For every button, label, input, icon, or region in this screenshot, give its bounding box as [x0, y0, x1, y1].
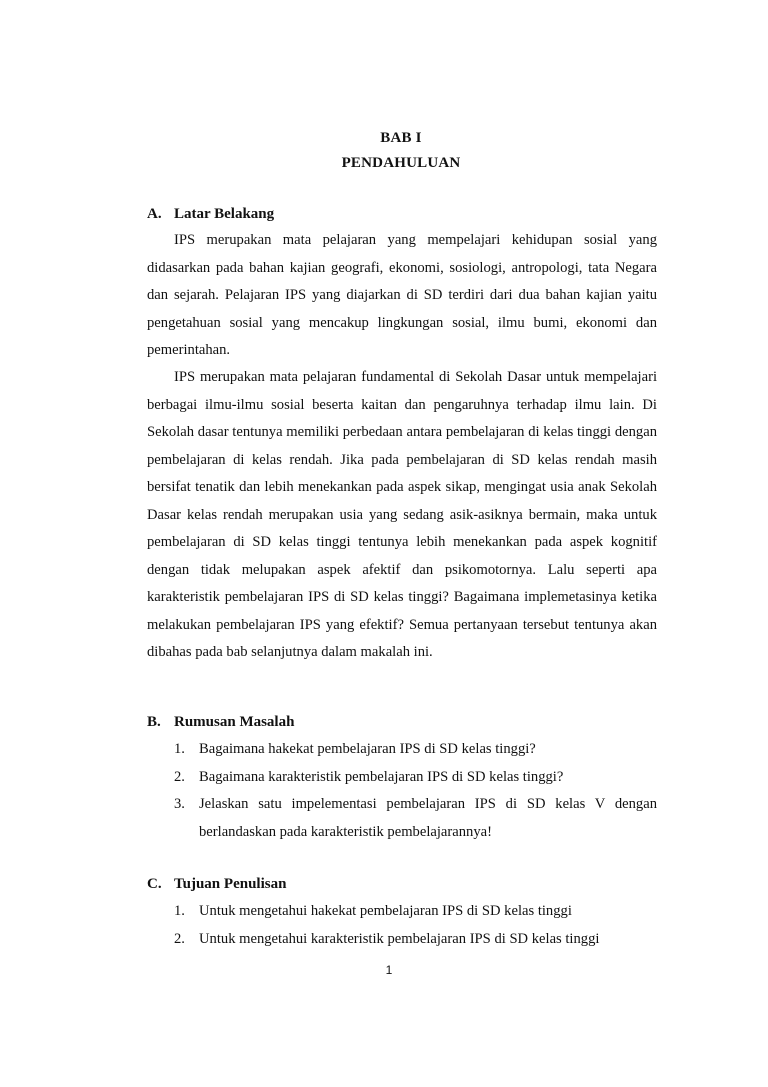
list-item-text: Bagaimana karakteristik pembelajaran IPS di SD kelas tinggi?: [199, 768, 564, 785]
list-item: [174, 736, 657, 764]
page-number: 1: [385, 963, 393, 977]
objective-list: [174, 898, 657, 953]
problem-list: [174, 736, 657, 846]
section-a-letter: A.: [147, 206, 162, 222]
list-item-number: 2.: [174, 768, 185, 785]
list-item-text: Untuk mengetahui hakekat pembelajaran IPS di SD kelas tinggi: [199, 903, 572, 919]
list-item: [174, 898, 657, 926]
list-item: [174, 791, 657, 846]
list-item-number: 1.: [174, 741, 185, 757]
list-item-number: 3.: [174, 796, 185, 812]
section-c-heading: [147, 876, 286, 893]
section-c-title: Tujuan Penulisan: [174, 876, 287, 892]
list-item-text: Bagaimana hakekat pembelajaran IPS di SD kelas tinggi?: [199, 741, 536, 757]
chapter-number: BAB I: [380, 130, 422, 146]
list-item-text: Untuk mengetahui karakteristik pembelajaran IPS di SD kelas tinggi: [199, 930, 600, 947]
section-b-letter: B.: [147, 714, 161, 730]
list-item-text: Jelaskan satu impelementasi pembelajaran IPS di SD kelas V dengan berlandaskan pada karakteristik pembelajarannya!: [199, 796, 657, 840]
section-b-title: Rumusan Masalah: [174, 714, 295, 730]
section-a-heading: [147, 206, 274, 223]
list-item: [174, 764, 657, 792]
section-b-heading: [147, 714, 294, 731]
section-c-letter: C.: [147, 876, 162, 892]
section-a-paragraph-1: IPS merupakan mata pelajaran yang mempelajari kehidupan sosial yang didasarkan pada bahan kajian geografi, ekonomi, sosiologi, antropologi, tata Negara dan sejarah. Pelajaran IPS yang diajarkan di SD terdiri dari dua bahan kajian yaitu pengetahuan sosial yang mencakup lingkungan sosial, ilmu bumi, ekonomi dan pemerintahan.: [147, 232, 657, 358]
section-a-title: Latar Belakang: [174, 206, 275, 222]
list-item-number: 1.: [174, 903, 185, 919]
chapter-title: PENDAHULUAN: [341, 155, 461, 171]
list-item-number: 2.: [174, 930, 185, 947]
section-a-paragraph-2: IPS merupakan mata pelajaran fundamental di Sekolah Dasar untuk mempelajari berbagai ilmu-ilmu sosial beserta kaitan dan pengaruhnya terhadap ilmu lain. Di Sekolah dasar tentunya memiliki perbedaan antara pembelajaran di kelas tinggi dengan pembelajaran di kelas rendah. Jika pada pembelajaran di SD kelas rendah masih bersifat tenatik dan lebih menekankan pada aspek sikap, mengingat usia anak Sekolah Dasar kelas rendah merupakan usia yang sedang asik-asiknya bermain, maka untuk pembelajaran di SD kelas tinggi tentunya lebih menekankan pada aspek kognitif dengan tidak melupakan aspek afektif dan psikomotornya. Lalu seperti apa karakteristik pembelajaran IPS di SD kelas tinggi? Bagaimana implemetasinya ketika melakukan pembelajaran IPS yang efektif? Semua pertanyaan tersebut tentunya akan dibahas pada bab selanjutnya dalam makalah ini.: [147, 369, 657, 660]
list-item: [174, 926, 657, 954]
